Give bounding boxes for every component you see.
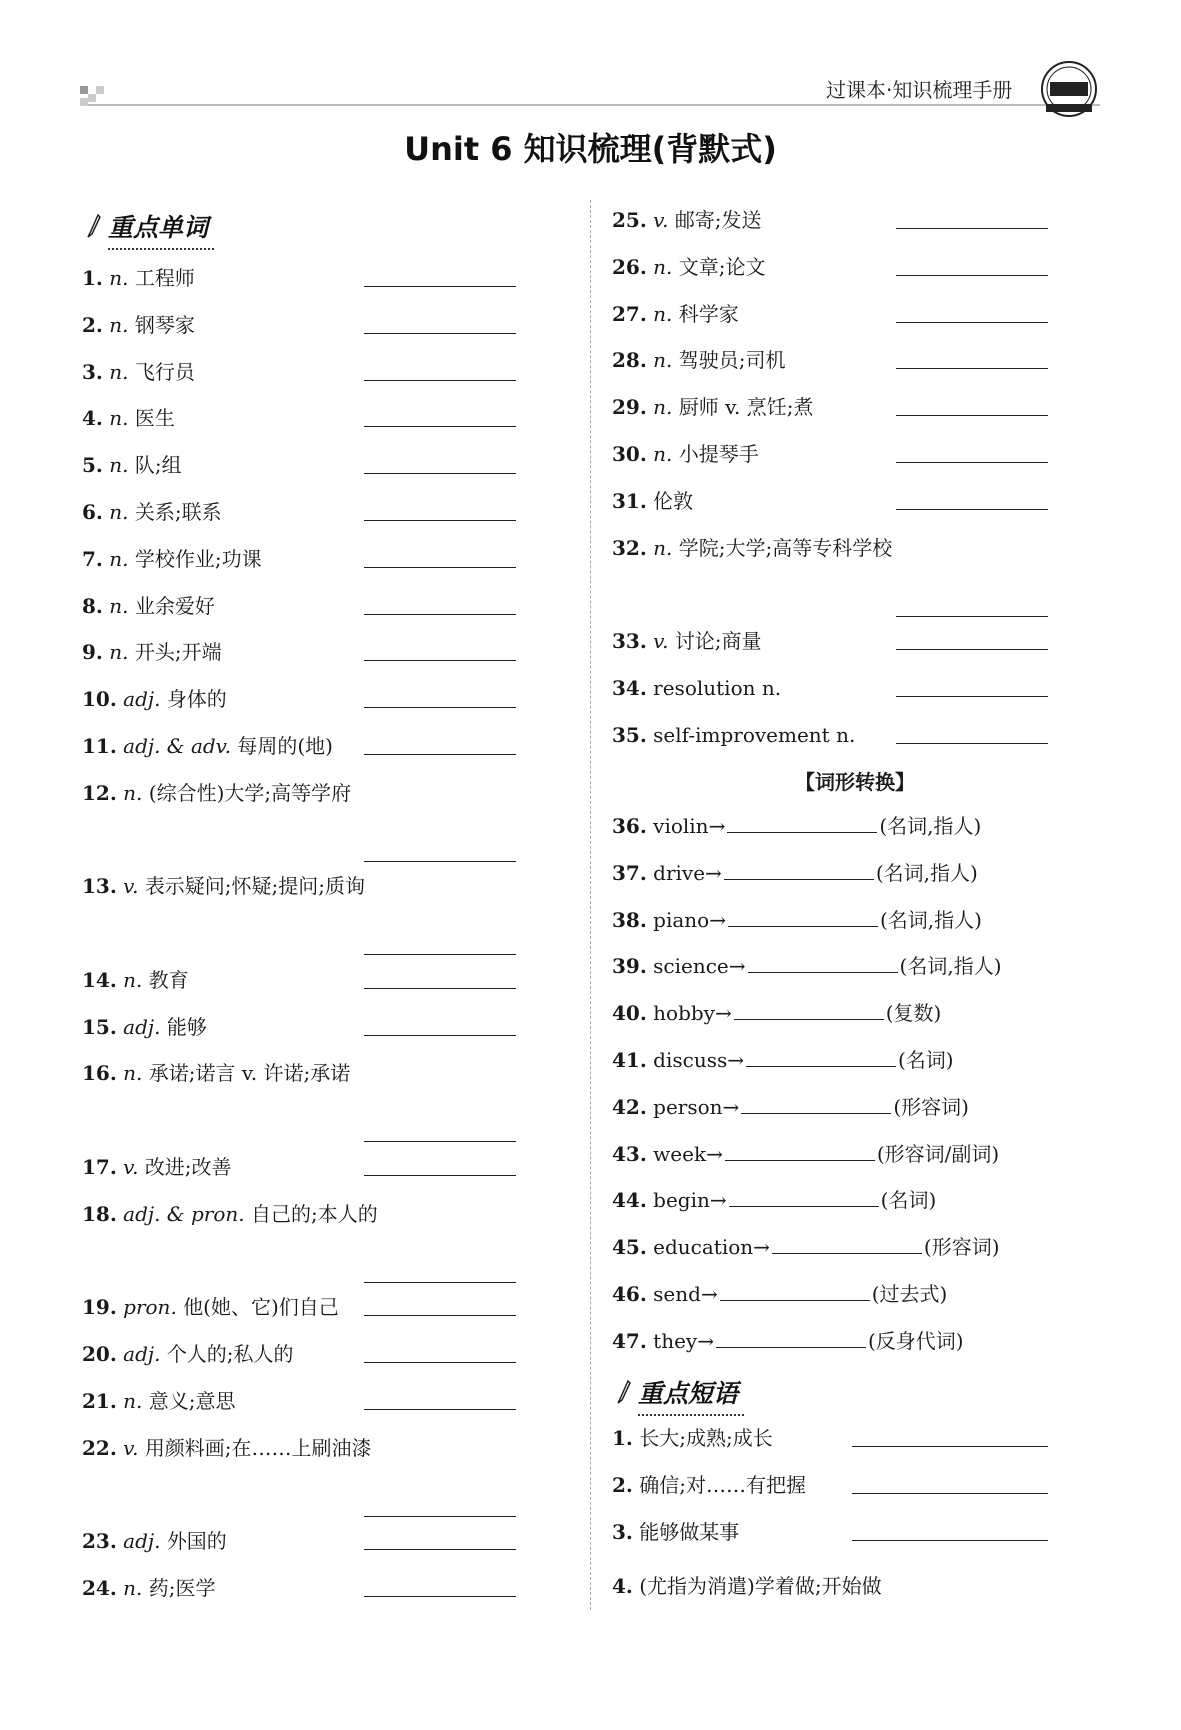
answer-blank[interactable] [896, 275, 1048, 276]
answer-blank[interactable] [852, 1493, 1048, 1494]
answer-blank[interactable] [852, 1446, 1048, 1447]
source-word: they→ [653, 1328, 714, 1353]
part-of-speech: n. [109, 312, 129, 337]
answer-blank[interactable] [364, 1549, 516, 1550]
word-form-item [612, 1048, 954, 1072]
item-meaning: 药;医学 [148, 1575, 216, 1600]
phrase-item [612, 1473, 806, 1497]
answer-blank[interactable] [741, 1095, 891, 1114]
answer-blank[interactable] [364, 954, 516, 955]
item-meaning: resolution n. [653, 675, 782, 700]
item-meaning: 伦敦 [653, 488, 694, 513]
part-of-speech: v. [123, 874, 139, 899]
form-hint: (形容词) [893, 1094, 969, 1119]
form-hint: (复数) [885, 1001, 942, 1026]
item-number: 2. [612, 1472, 633, 1497]
answer-blank[interactable] [729, 1188, 879, 1207]
word-item [612, 489, 693, 513]
item-meaning: 学院;大学;高等专科学校 [678, 535, 893, 560]
part-of-speech: n. [109, 546, 129, 571]
section-title-words: 重点单词 [84, 208, 208, 244]
pen-icon [614, 1379, 632, 1405]
word-item [82, 1155, 232, 1179]
part-of-speech: adj. [123, 1529, 161, 1554]
answer-blank[interactable] [364, 380, 516, 381]
word-form-item [612, 1282, 947, 1306]
header-title: 过课本·知识梳理手册 [826, 78, 1013, 102]
answer-blank[interactable] [734, 1001, 884, 1020]
form-hint: (形容词/副词) [876, 1141, 1000, 1166]
word-item [82, 360, 195, 384]
part-of-speech: n. [123, 1575, 143, 1600]
item-meaning: 意义;意思 [148, 1388, 236, 1413]
item-number: 19. [82, 1295, 117, 1320]
part-of-speech: n. [123, 780, 143, 805]
answer-blank[interactable] [364, 1362, 516, 1363]
item-number: 29. [612, 395, 647, 420]
item-number: 33. [612, 629, 647, 654]
item-number: 44. [612, 1188, 647, 1213]
part-of-speech: n. [123, 1388, 143, 1413]
item-number: 38. [612, 907, 647, 932]
item-number: 6. [82, 500, 103, 524]
answer-blank[interactable] [896, 509, 1048, 510]
item-number: 15. [82, 1014, 117, 1039]
item-number: 1. [612, 1426, 633, 1450]
word-item [82, 1436, 372, 1460]
item-meaning: 自己的;本人的 [250, 1201, 378, 1226]
part-of-speech: n. [123, 1061, 143, 1086]
answer-blank[interactable] [724, 861, 874, 880]
part-of-speech: n. [109, 406, 129, 431]
column-divider [590, 200, 591, 1610]
word-item [82, 547, 262, 571]
item-number: 27. [612, 301, 647, 326]
item-number: 24. [82, 1575, 117, 1600]
item-meaning: 改进;改善 [144, 1154, 232, 1179]
item-meaning: 驾驶员;司机 [678, 348, 786, 373]
item-number: 1. [82, 266, 103, 290]
part-of-speech: v. [653, 208, 669, 232]
word-form-item [612, 814, 981, 838]
word-form-item [612, 1329, 964, 1353]
item-number: 25. [612, 208, 647, 232]
word-item [82, 1295, 339, 1319]
item-number: 17. [82, 1154, 117, 1179]
item-number: 35. [612, 722, 647, 747]
item-number: 32. [612, 535, 647, 560]
part-of-speech: adj. [123, 1014, 161, 1039]
word-forms-heading: 【词形转换】 [795, 770, 915, 794]
word-form-item [612, 954, 1002, 978]
item-number: 8. [82, 593, 103, 618]
word-form-item [612, 1001, 941, 1025]
phrase-meaning: 确信;对……有把握 [639, 1472, 806, 1497]
answer-blank[interactable] [896, 696, 1048, 697]
word-item [82, 453, 182, 477]
answer-blank[interactable] [728, 908, 878, 927]
answer-blank[interactable] [727, 814, 877, 833]
word-item [612, 442, 759, 466]
item-number: 36. [612, 814, 647, 838]
phrase-item [612, 1520, 739, 1544]
item-meaning: 科学家 [678, 301, 739, 326]
part-of-speech: v. [123, 1154, 139, 1179]
answer-blank[interactable] [852, 1540, 1048, 1541]
source-word: violin→ [653, 814, 726, 838]
part-of-speech: n. [653, 254, 673, 279]
answer-blank[interactable] [364, 1409, 516, 1410]
part-of-speech: adj. [123, 1342, 161, 1366]
item-number: 3. [612, 1519, 633, 1544]
form-hint: (名词) [898, 1048, 954, 1072]
answer-blank[interactable] [364, 473, 516, 474]
form-hint: (名词) [880, 1188, 937, 1213]
word-item [82, 687, 227, 711]
item-number: 14. [82, 967, 117, 992]
item-meaning: 每周的(地) [237, 734, 333, 758]
header-rule [88, 104, 1100, 106]
item-meaning: 学校作业;功课 [134, 546, 262, 571]
word-item [82, 781, 351, 805]
word-form-item [612, 1235, 1000, 1259]
answer-blank[interactable] [896, 462, 1048, 463]
word-item [82, 406, 175, 430]
source-word: hobby→ [653, 1001, 732, 1026]
source-word: drive→ [653, 860, 722, 885]
word-item [82, 1342, 294, 1366]
item-meaning: 业余爱好 [134, 593, 215, 618]
source-word: send→ [653, 1282, 718, 1306]
word-item [612, 723, 855, 747]
item-meaning: 厨师 v. 烹饪;煮 [678, 395, 814, 420]
answer-blank[interactable] [364, 1315, 516, 1316]
word-item [82, 594, 215, 618]
word-item [612, 629, 762, 653]
item-number: 4. [612, 1573, 633, 1598]
item-number: 18. [82, 1201, 117, 1226]
answer-blank[interactable] [364, 1596, 516, 1597]
item-number: 28. [612, 348, 647, 373]
word-form-item [612, 1095, 969, 1119]
answer-blank[interactable] [772, 1235, 922, 1254]
answer-blank[interactable] [716, 1329, 866, 1348]
item-meaning: 钢琴家 [134, 312, 195, 337]
word-item [612, 302, 739, 326]
phrase-meaning: 长大;成熟;成长 [639, 1426, 773, 1450]
answer-blank[interactable] [364, 567, 516, 568]
item-number: 46. [612, 1282, 647, 1306]
form-hint: (形容词) [923, 1235, 1000, 1260]
word-item [82, 1389, 236, 1413]
word-item [82, 1576, 216, 1600]
part-of-speech: v. [123, 1435, 139, 1460]
part-of-speech: n. [109, 593, 129, 618]
answer-blank[interactable] [364, 1175, 516, 1176]
answer-blank[interactable] [364, 754, 516, 755]
item-number: 42. [612, 1094, 647, 1119]
item-number: 2. [82, 312, 103, 337]
item-number: 9. [82, 640, 103, 665]
item-number: 23. [82, 1529, 117, 1554]
word-item [612, 208, 762, 232]
section-title-phrases: 重点短语 [614, 1374, 738, 1410]
word-item [82, 500, 222, 524]
word-item [612, 348, 786, 372]
item-meaning: 工程师 [134, 266, 195, 290]
part-of-speech: n. [109, 500, 129, 524]
part-of-speech: pron. [123, 1295, 177, 1320]
answer-blank[interactable] [896, 616, 1048, 617]
item-meaning: 用颜料画;在……上刷油漆 [144, 1435, 372, 1460]
word-item [612, 255, 766, 279]
item-number: 5. [82, 453, 103, 478]
item-meaning: 表示疑问;怀疑;提问;质询 [144, 874, 366, 899]
part-of-speech: n. [109, 359, 129, 384]
form-hint: (名词,指人) [879, 814, 982, 838]
item-number: 31. [612, 488, 647, 513]
word-item [82, 313, 195, 337]
word-item [82, 266, 195, 290]
word-item [82, 1529, 227, 1553]
item-number: 43. [612, 1141, 647, 1166]
item-number: 16. [82, 1061, 117, 1086]
source-word: discuss→ [653, 1048, 744, 1072]
source-word: week→ [653, 1141, 723, 1166]
item-meaning: 讨论;商量 [674, 629, 762, 654]
item-number: 21. [82, 1388, 117, 1413]
item-number: 34. [612, 675, 647, 700]
answer-blank[interactable] [720, 1282, 870, 1301]
source-word: begin→ [653, 1188, 727, 1213]
part-of-speech: n. [109, 640, 129, 665]
item-meaning: 外国的 [166, 1529, 227, 1554]
item-meaning: 教育 [148, 967, 189, 992]
item-meaning: 关系;联系 [134, 500, 222, 524]
item-number: 26. [612, 254, 647, 279]
answer-blank[interactable] [364, 1141, 516, 1142]
page-title: Unit 6 知识梳理(背默式) [404, 130, 777, 168]
phrase-meaning: 能够做某事 [639, 1519, 740, 1544]
source-word: education→ [653, 1235, 770, 1260]
part-of-speech: n. [653, 395, 673, 420]
item-number: 47. [612, 1328, 647, 1353]
answer-blank[interactable] [364, 333, 516, 334]
word-item [82, 874, 365, 898]
word-item [82, 734, 333, 758]
answer-blank[interactable] [364, 614, 516, 615]
answer-blank[interactable] [896, 322, 1048, 323]
item-meaning: self-improvement n. [653, 722, 856, 747]
part-of-speech: n. [109, 266, 129, 290]
item-meaning: 个人的;私人的 [166, 1342, 294, 1366]
answer-blank[interactable] [364, 426, 516, 427]
item-number: 12. [82, 780, 117, 805]
publisher-logo-icon [1040, 60, 1098, 118]
phrase-meaning: (尤指为消遣)学着做;开始做 [639, 1573, 882, 1598]
part-of-speech: n. [653, 535, 673, 560]
item-number: 22. [82, 1435, 117, 1460]
source-word: science→ [653, 954, 746, 979]
part-of-speech: v. [653, 629, 669, 654]
item-meaning: 他(她、它)们自己 [183, 1295, 339, 1320]
word-item [82, 1202, 378, 1226]
item-number: 20. [82, 1342, 117, 1366]
item-number: 39. [612, 954, 647, 979]
item-number: 45. [612, 1235, 647, 1260]
answer-blank[interactable] [364, 1282, 516, 1283]
phrase-item [612, 1574, 882, 1598]
form-hint: (名词,指人) [899, 954, 1002, 979]
answer-blank[interactable] [364, 1516, 516, 1517]
item-meaning: 队;组 [134, 453, 182, 478]
item-meaning: 承诺;诺言 v. 许诺;承诺 [148, 1061, 351, 1086]
corner-decoration [80, 86, 104, 106]
part-of-speech: n. [653, 348, 673, 373]
answer-blank[interactable] [748, 954, 898, 973]
answer-blank[interactable] [746, 1048, 896, 1067]
answer-blank[interactable] [364, 861, 516, 862]
item-number: 37. [612, 860, 647, 885]
item-meaning: (综合性)大学;高等学府 [148, 780, 352, 805]
part-of-speech: n. [653, 442, 673, 466]
answer-blank[interactable] [364, 660, 516, 661]
word-item [82, 640, 222, 664]
item-meaning: 能够 [166, 1014, 207, 1039]
item-meaning: 飞行员 [134, 359, 195, 384]
item-number: 3. [82, 359, 103, 384]
word-form-item [612, 1188, 936, 1212]
part-of-speech: n. [123, 967, 143, 992]
item-number: 41. [612, 1048, 647, 1072]
answer-blank[interactable] [896, 415, 1048, 416]
source-word: piano→ [653, 907, 726, 932]
part-of-speech: adj. & pron. [123, 1201, 245, 1226]
answer-blank[interactable] [896, 649, 1048, 650]
answer-blank[interactable] [364, 988, 516, 989]
item-meaning: 文章;论文 [678, 254, 766, 279]
item-number: 7. [82, 546, 103, 571]
part-of-speech: n. [109, 453, 129, 478]
item-meaning: 身体的 [166, 687, 227, 712]
form-hint: (过去式) [871, 1282, 948, 1306]
word-form-item [612, 861, 978, 885]
item-meaning: 邮寄;发送 [674, 208, 762, 232]
form-hint: (名词,指人) [875, 860, 978, 885]
item-meaning: 开头;开端 [134, 640, 222, 665]
source-word: person→ [653, 1094, 740, 1119]
answer-blank[interactable] [364, 286, 516, 287]
item-meaning: 小提琴手 [678, 442, 759, 466]
item-number: 40. [612, 1001, 647, 1026]
answer-blank[interactable] [896, 743, 1048, 744]
word-item [612, 676, 781, 700]
word-item [612, 536, 892, 560]
part-of-speech: n. [653, 301, 673, 326]
word-form-item [612, 908, 982, 932]
answer-blank[interactable] [364, 1035, 516, 1036]
answer-blank[interactable] [364, 707, 516, 708]
word-form-item [612, 1142, 999, 1166]
word-item [82, 968, 189, 992]
part-of-speech: adj. & adv. [123, 734, 231, 758]
answer-blank[interactable] [364, 520, 516, 521]
item-number: 30. [612, 442, 647, 466]
word-item [82, 1061, 350, 1085]
item-number: 11. [82, 734, 117, 758]
pen-icon [84, 213, 102, 239]
item-meaning: 医生 [134, 406, 175, 431]
item-number: 13. [82, 874, 117, 899]
answer-blank[interactable] [725, 1142, 875, 1161]
word-item [82, 1015, 207, 1039]
word-item [612, 395, 814, 419]
part-of-speech: adj. [123, 687, 161, 712]
answer-blank[interactable] [896, 228, 1048, 229]
item-number: 10. [82, 687, 117, 712]
form-hint: (名词,指人) [879, 907, 982, 932]
form-hint: (反身代词) [867, 1328, 964, 1353]
phrase-item [612, 1426, 773, 1450]
answer-blank[interactable] [896, 368, 1048, 369]
item-number: 4. [82, 406, 103, 431]
